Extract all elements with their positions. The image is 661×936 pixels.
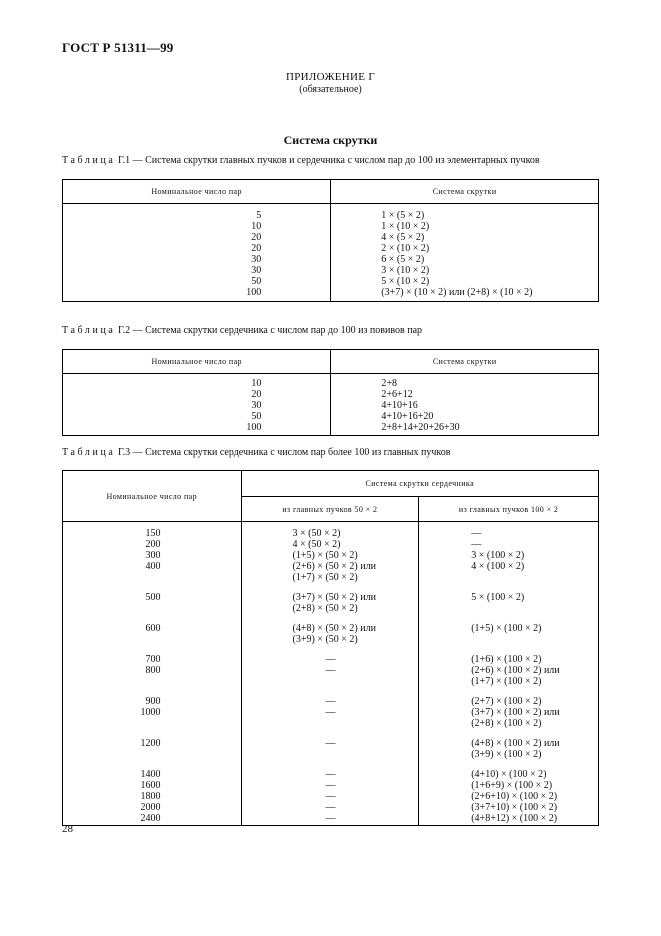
table-cell-line: —: [325, 665, 336, 676]
table3-row-group: [63, 687, 599, 729]
table1-col-pairs: [63, 204, 331, 302]
table-cell-line: 4 × (100 × 2): [471, 561, 525, 572]
table-cell-line: 10: [251, 378, 262, 389]
table-cell-line: 5 × (10 × 2): [381, 276, 430, 287]
table-cell-line: (4+8+12) × (100 × 2): [471, 813, 558, 824]
table3-header-pairs: Номинальное число пар: [63, 471, 242, 522]
table-cell-line: 900: [145, 696, 161, 707]
table3-cell-pairs: [63, 522, 242, 584]
table1-body: [63, 204, 599, 302]
table-cell-line: —: [325, 802, 336, 813]
table2-caption: [62, 325, 422, 336]
table-cell-line: 200: [145, 539, 161, 550]
table3-cell-50x2: [241, 729, 419, 760]
table1-col-system: [331, 204, 599, 302]
table1-caption: [62, 155, 540, 166]
table-cell-line: (2+8) × (100 × 2): [471, 718, 542, 729]
table3-row-group: [63, 645, 599, 687]
table-cell-line: 600: [145, 623, 161, 634]
table-cell-line: (3+7) × (50 × 2) или: [292, 592, 376, 603]
table3-cell-50x2: [241, 522, 419, 584]
table-cell-line: 1200: [140, 738, 161, 749]
table3-cell-100x2: [419, 614, 599, 645]
table-cell-line: (1+7) × (50 × 2): [292, 572, 358, 583]
table-cell-line: 700: [145, 654, 161, 665]
table-cell-line: (2+6+10) × (100 × 2): [471, 791, 558, 802]
table2-body: [63, 374, 599, 436]
table-cell-line: 1000: [140, 707, 161, 718]
table3-cell-100x2: [419, 522, 599, 584]
table-cell-line: 150: [145, 528, 161, 539]
table-cell-line: (1+6) × (100 × 2): [471, 654, 542, 665]
table2-header-pairs: Номинальное число пар: [63, 350, 331, 374]
table-cell-line: 4+10+16+20: [381, 411, 434, 422]
table-cell-line: 2+8+14+20+26+30: [381, 422, 460, 433]
section-title: Система скрутки: [283, 133, 378, 147]
table-cell-line: (1+7) × (100 × 2): [471, 676, 542, 687]
table-cell-line: 20: [251, 232, 262, 243]
table3-cell-100x2: [419, 760, 599, 826]
table-cell-line: 10: [251, 221, 262, 232]
table3-cell-50x2: [241, 760, 419, 826]
table-cell-line: 1600: [140, 780, 161, 791]
table-cell-line: 100: [246, 287, 262, 298]
table2-header-system: Система скрутки: [331, 350, 599, 374]
appendix-title: ПРИЛОЖЕНИЕ Г: [285, 71, 376, 83]
table-cell-line: 4 × (5 × 2): [381, 232, 425, 243]
table-cell-line: (3+7) × (10 × 2) или (2+8) × (10 × 2): [381, 287, 533, 298]
table-cell-line: —: [325, 791, 336, 802]
table-cell-line: 4+10+16: [381, 400, 418, 411]
table-cell-line: 2400: [140, 813, 161, 824]
table3-cell-100x2: [419, 645, 599, 687]
table-cell-line: 30: [251, 400, 262, 411]
table-cell-line: (4+10) × (100 × 2): [471, 769, 547, 780]
table-cell-line: (2+7) × (100 × 2): [471, 696, 542, 707]
table-cell-line: 1 × (10 × 2): [381, 221, 430, 232]
table-cell-line: 500: [145, 592, 161, 603]
table-cell-line: 30: [251, 265, 262, 276]
table3-row-group: [63, 522, 599, 584]
table3-header-100x2: из главных пучков 100 × 2: [419, 497, 599, 522]
table-cell-line: (1+5) × (100 × 2): [471, 623, 542, 634]
table3-row-group: [63, 729, 599, 760]
table1: [62, 179, 599, 302]
table3-cell-pairs: [63, 760, 242, 826]
table-cell-line: —: [325, 780, 336, 791]
table-cell-line: 100: [246, 422, 262, 433]
table-cell-line: —: [325, 654, 336, 665]
table-cell-line: (3+7+10) × (100 × 2): [471, 802, 558, 813]
table-cell-line: 1400: [140, 769, 161, 780]
table3-cell-pairs: [63, 645, 242, 687]
table-cell-line: 5 × (100 × 2): [471, 592, 525, 603]
table3-caption-text: Г.3 — Система скрутки сердечника с числом пар более 100 из главных пучков: [115, 447, 451, 458]
table-cell-line: 30: [251, 254, 262, 265]
table-cell-line: (2+6) × (100 × 2) или: [471, 665, 560, 676]
table-cell-line: 3 × (10 × 2): [381, 265, 430, 276]
table-cell-line: (3+7) × (100 × 2) или: [471, 707, 560, 718]
table-cell-line: 300: [145, 550, 161, 561]
table2-col-system: [331, 374, 599, 436]
table-cell-line: —: [325, 707, 336, 718]
table1-caption-label: Таблица: [62, 155, 116, 166]
table3-cell-100x2: [419, 729, 599, 760]
table3-cell-50x2: [241, 583, 419, 614]
table3-cell-100x2: [419, 583, 599, 614]
table3-cell-pairs: [63, 614, 242, 645]
table-cell-line: (1+5) × (50 × 2): [292, 550, 358, 561]
table2-caption-text: Г.2 — Система скрутки сердечника с числом пар до 100 из повивов пар: [115, 325, 423, 336]
table2-col-pairs: [63, 374, 331, 436]
table-cell-line: 50: [251, 276, 262, 287]
appendix-subtitle: (обязательное): [299, 84, 362, 95]
table3-cell-50x2: [241, 645, 419, 687]
table-cell-line: 4 × (50 × 2): [292, 539, 341, 550]
table-cell-line: 1 × (5 × 2): [381, 210, 425, 221]
table3-header-50x2: из главных пучков 50 × 2: [241, 497, 419, 522]
table3-cell-pairs: [63, 687, 242, 729]
table3: [62, 470, 599, 826]
page-number: 28: [62, 823, 73, 835]
table-cell-line: (3+9) × (50 × 2): [292, 634, 358, 645]
table3-row-group: [63, 583, 599, 614]
table-cell-line: (4+8) × (100 × 2) или: [471, 738, 560, 749]
table-cell-line: (2+6) × (50 × 2) или: [292, 561, 376, 572]
table-cell-line: —: [325, 696, 336, 707]
table3-cell-50x2: [241, 614, 419, 645]
table-cell-line: 2 × (10 × 2): [381, 243, 430, 254]
table3-row-group: [63, 760, 599, 826]
table-cell-line: 3 × (100 × 2): [471, 550, 525, 561]
table-cell-line: —: [471, 539, 482, 550]
table-cell-line: (3+9) × (100 × 2): [471, 749, 542, 760]
table1-caption-text: Г.1 — Система скрутки главных пучков и сердечника с числом пар до 100 из элементарных пучков: [115, 155, 540, 166]
table-cell-line: 20: [251, 389, 262, 400]
table-cell-line: 800: [145, 665, 161, 676]
table3-cell-100x2: [419, 687, 599, 729]
table3-caption: [62, 447, 450, 458]
table-cell-line: 20: [251, 243, 262, 254]
table2: [62, 349, 599, 436]
table2-caption-label: Таблица: [62, 325, 116, 336]
table-cell-line: 5: [256, 210, 262, 221]
table-cell-line: —: [325, 738, 336, 749]
table3-header-group: Система скрутки сердечника: [241, 471, 599, 497]
table-cell-line: (1+6+9) × (100 × 2): [471, 780, 553, 791]
table-cell-line: 2000: [140, 802, 161, 813]
table-cell-line: 50: [251, 411, 262, 422]
table-cell-line: 2+6+12: [381, 389, 413, 400]
table-cell-line: —: [325, 813, 336, 824]
table-cell-line: (4+8) × (50 × 2) или: [292, 623, 376, 634]
document-header: ГОСТ Р 51311—99: [62, 40, 174, 55]
table3-caption-label: Таблица: [62, 447, 116, 458]
table1-header-system: Система скрутки: [331, 180, 599, 204]
table3-cell-pairs: [63, 583, 242, 614]
table-cell-line: (2+8) × (50 × 2): [292, 603, 358, 614]
table-cell-line: 400: [145, 561, 161, 572]
table-cell-line: —: [471, 528, 482, 539]
table-cell-line: 6 × (5 × 2): [381, 254, 425, 265]
table3-row-group: [63, 614, 599, 645]
table3-cell-pairs: [63, 729, 242, 760]
table-cell-line: 2+8: [381, 378, 398, 389]
table-cell-line: 3 × (50 × 2): [292, 528, 341, 539]
table-cell-line: —: [325, 769, 336, 780]
table3-cell-50x2: [241, 687, 419, 729]
table1-header-pairs: Номинальное число пар: [63, 180, 331, 204]
table-cell-line: 1800: [140, 791, 161, 802]
